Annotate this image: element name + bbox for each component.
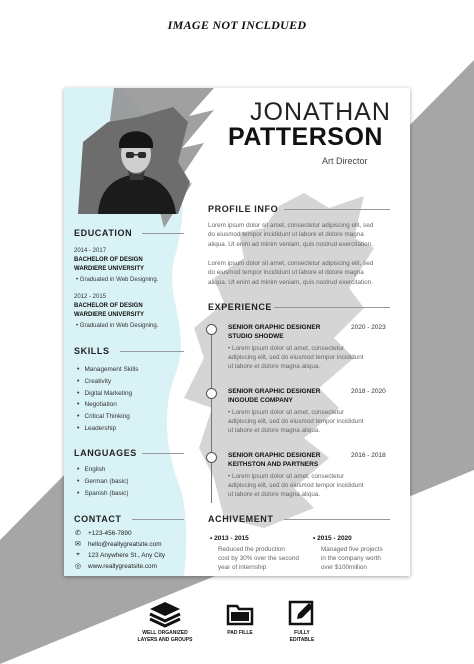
- contact-phone: +123-456-7890: [88, 530, 132, 537]
- achievement-rule: [284, 519, 390, 520]
- feature-label: FULLY EDITABLE: [289, 630, 315, 643]
- experience-rule: [274, 307, 390, 308]
- job-role: Art Director: [322, 156, 368, 166]
- experience-company: KEITHSTON AND PARTNERS: [228, 461, 319, 468]
- achievement-years: • 2013 - 2015: [210, 535, 249, 542]
- education-degree: BACHELOR OF DESIGN: [74, 257, 143, 263]
- language-item: • English: [77, 464, 129, 476]
- education-note: • Graduated in Web Designing.: [76, 323, 159, 329]
- timeline-dot: [206, 388, 217, 399]
- skills-heading: SKILLS: [74, 346, 110, 356]
- timeline-dot: [206, 324, 217, 335]
- experience-dates: 2016 - 2018: [351, 452, 386, 459]
- education-degree: BACHELOR OF DESIGN: [74, 303, 143, 309]
- contact-address: 123 Anywhere St., Any City: [88, 552, 166, 559]
- education-school: WARDIERE UNIVERSITY: [74, 266, 145, 272]
- education-years: 2012 - 2015: [74, 294, 107, 300]
- skill-item: • Management Skills: [77, 364, 138, 376]
- person-photo: [78, 102, 196, 214]
- experience-title: SENIOR GRAPHIC DESIGNER: [228, 388, 321, 395]
- last-name: PATTERSON: [228, 123, 383, 151]
- edit-icon: [288, 600, 316, 628]
- achievement-description: Managed five projects in the company worth over $100million: [321, 546, 383, 571]
- achievement-years: • 2015 - 2020: [313, 535, 352, 542]
- skill-item: • Critical Thinking: [77, 411, 138, 423]
- profile-rule: [284, 209, 390, 210]
- experience-heading: EXPERIENCE: [208, 302, 273, 312]
- experience-description: • Lorem ipsum dolor sit amet, consectetur adipiscing elit, sed do eiusmod tempor incididunt ut labore et dolore magna aliqua.: [228, 345, 364, 371]
- education-heading: EDUCATION: [74, 228, 133, 238]
- experience-dates: 2020 - 2023: [351, 324, 386, 331]
- skills-rule: [120, 351, 184, 352]
- education-rule: [142, 233, 184, 234]
- languages-list: [77, 464, 129, 499]
- achievement-description: Reduced the production cost by 30% over the second year of internship: [218, 546, 299, 571]
- experience-title: SENIOR GRAPHIC DESIGNER: [228, 452, 321, 459]
- image-not-included-banner: IMAGE NOT INCLDUED: [167, 18, 307, 32]
- experience-company: STUDIO SHODWE: [228, 333, 284, 340]
- experience-title: SENIOR GRAPHIC DESIGNER: [228, 324, 321, 331]
- language-item: • German (basic): [77, 476, 129, 488]
- profile-paragraph: Lorem ipsum dolor sit amet, consectetur adipiscing elit, sed do eiusmod tempor incididunt ut labore et dolore magna aliqua. Ut enim ad minim veniam, quis nostrud exercitation.: [208, 260, 374, 286]
- timeline-line: [211, 328, 212, 503]
- experience-description: • Lorem ipsum dolor sit amet, consectetur adipiscing elit, sed do eiusmod tempor incididunt ut labore et dolore magna aliqua.: [228, 409, 364, 435]
- feature-label: WELL ORGANIZED LAYERS AND GROUPS: [137, 630, 193, 643]
- achievement-heading: ACHIVEMENT: [208, 514, 274, 524]
- education-school: WARDIERE UNIVERSITY: [74, 312, 145, 318]
- skill-item: • Negotiation: [77, 399, 138, 411]
- location-icon: ⌖: [76, 551, 80, 558]
- experience-dates: 2018 - 2020: [351, 388, 386, 395]
- languages-rule: [142, 453, 184, 454]
- profile-heading: PROFILE INFO: [208, 204, 279, 214]
- experience-description: • Lorem ipsum dolor sit amet, consectetur adipiscing elit, sed do eiusmod tempor incididunt ut labore et dolore magna aliqua.: [228, 473, 364, 499]
- email-icon: ✉: [75, 541, 81, 548]
- globe-icon: ◎: [75, 563, 82, 570]
- feature-label: PAD FILLE: [227, 630, 253, 636]
- timeline-dot: [206, 452, 217, 463]
- skill-item: • Creativity: [77, 376, 138, 388]
- first-name: JONATHAN: [250, 98, 391, 126]
- contact-website: www.reallygreatsite.com: [88, 563, 157, 570]
- skills-list: [77, 364, 138, 435]
- education-note: • Graduated in Web Designing.: [76, 277, 159, 283]
- profile-paragraph: Lorem ipsum dolor sit amet, consectetur adipiscing elit, sed do eiusmod tempor incididunt ut labore et dolore magna aliqua. Ut enim ad minim veniam, quis nostrud exercitation.: [208, 222, 374, 248]
- resume-sheet: [64, 88, 410, 576]
- experience-company: INGOUDE COMPANY: [228, 397, 293, 404]
- folder-icon: [226, 602, 254, 626]
- skill-item: • Leadership: [77, 423, 138, 435]
- contact-email: hello@reallygreatsite.com: [88, 541, 162, 548]
- skill-item: • Digital Marketing: [77, 388, 138, 400]
- education-years: 2014 - 2017: [74, 248, 107, 254]
- language-item: • Spanish (basic): [77, 488, 129, 500]
- languages-heading: LANGUAGES: [74, 448, 137, 458]
- contact-rule: [132, 519, 184, 520]
- layers-icon: [148, 600, 182, 628]
- phone-icon: ✆: [75, 530, 81, 537]
- contact-heading: CONTACT: [74, 514, 122, 524]
